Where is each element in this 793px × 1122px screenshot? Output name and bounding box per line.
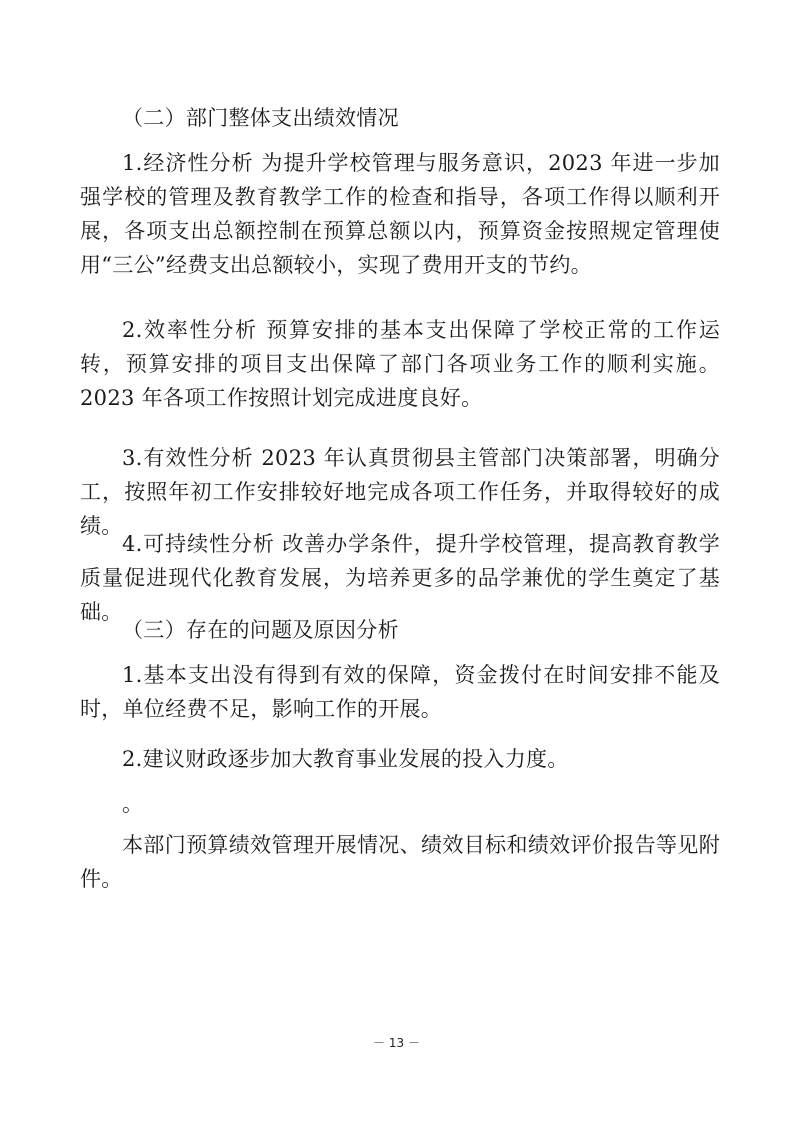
- paragraph-economy-analysis: 1.经济性分析 为提升学校管理与服务意识，2023 年进一步加强学校的管理及教育教学工作的检查和指导，各项工作得以顺利开展，各项支出总额控制在预算总额以内，预算资金按照规定管理使用“三公”经费支出总额较小，实现了费用开支的节约。: [80, 151, 720, 277]
- paragraph-closing: 本部门预算绩效管理开展情况、绩效目标和绩效评价报告等见附件。: [80, 833, 720, 891]
- paragraph-effectiveness-analysis: 3.有效性分析 2023 年认真贯彻县主管部门决策部署，明确分工，按照年初工作安排较好地完成各项工作任务，并取得较好的成绩。: [80, 446, 720, 538]
- section-2-heading: （二）部门整体支出绩效情况: [122, 106, 399, 130]
- paragraph-efficiency-analysis: 2.效率性分析 预算安排的基本支出保障了学校正常的工作运转，预算安排的项目支出保障了部门各项业务工作的顺利实施。2023 年各项工作按照计划完成进度良好。: [80, 318, 720, 410]
- paragraph-problem-2: 2.建议财政逐步加大教育事业发展的投入力度。: [122, 747, 569, 771]
- paragraph-problem-1: 1.基本支出没有得到有效的保障，资金拨付在时间安排不能及时，单位经费不足，影响工作的开展。: [80, 663, 720, 721]
- section-3-heading: （三）存在的问题及原因分析: [122, 618, 399, 642]
- stray-punctuation: 。: [122, 792, 144, 816]
- paragraph-sustainability-analysis: 4.可持续性分析 改善办学条件，提升学校管理，提高教育教学质量促进现代化教育发展，为培养更多的品学兼优的学生奠定了基础。: [80, 532, 720, 624]
- page-number: － 13 －: [373, 1036, 420, 1050]
